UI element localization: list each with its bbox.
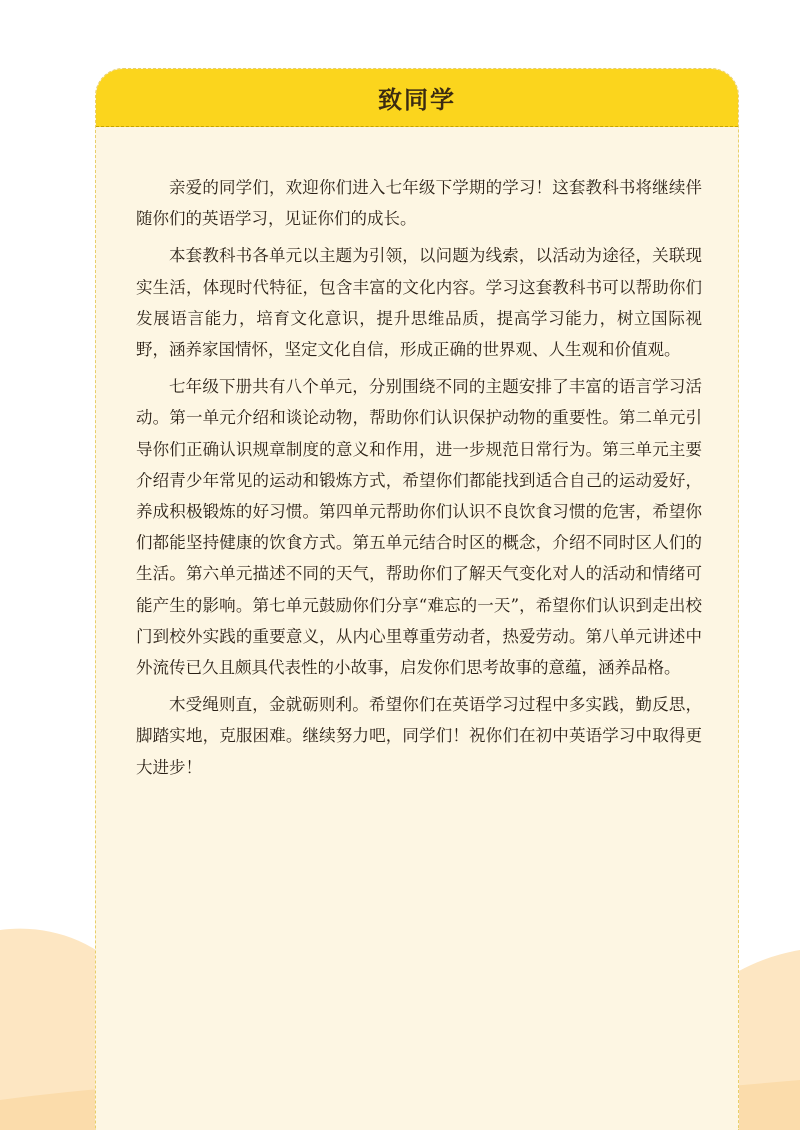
letter-paragraph: 木受绳则直，金就砺则利。希望你们在英语学习过程中多实践，勤反思，脚踏实地，克服困难。继续努力吧，同学们！祝你们在初中英语学习中取得更大进步！ [136, 695, 702, 777]
letter-paragraph: 本套教科书各单元以主题为引领，以问题为线索，以活动为途径，关联现实生活，体现时代特征，包含丰富的文化内容。学习这套教科书可以帮助你们发展语言能力，培育文化意识，提升思维品质，提高学习能力，树立国际视野，涵养家国情怀，坚定文化自信，形成正确的世界观、人生观和价值观。 [136, 246, 702, 360]
letter-paragraph: 七年级下册共有八个单元，分别围绕不同的主题安排了丰富的语言学习活动。第一单元介绍和谈论动物，帮助你们认识保护动物的重要性。第二单元引导你们正确认识规章制度的意义和作用，进一步规范日常行为。第三单元主要介绍青少年常见的运动和锻炼方式，希望你们都能找到适合自己的运动爱好，养成积极锻炼的好习惯。第四单元帮助你们认识不良饮食习惯的危害，希望你们都能坚持健康的饮食方式。第五单元结合时区的概念，介绍不同时区人们的生活。第六单元描述不同的天气，帮助你们了解天气变化对人的活动和情绪可能产生的影响。第七单元鼓励你们分享“难忘的一天”，希望你们认识到走出校门到校外实践的重要意义，从内心里尊重劳动者，热爱劳动。第八单元讲述中外流传已久且颇具代表性的小故事，启发你们思考故事的意蕴，涵养品格。 [136, 377, 702, 678]
letter-paragraph: 亲爱的同学们，欢迎你们进入七年级下学期的学习！这套教科书将继续伴随你们的英语学习，见证你们的成长。 [136, 178, 702, 229]
letter-card [95, 68, 739, 1130]
letter-title: 致同学 [378, 86, 456, 114]
letter-header [96, 69, 738, 127]
letter-body [136, 172, 702, 789]
